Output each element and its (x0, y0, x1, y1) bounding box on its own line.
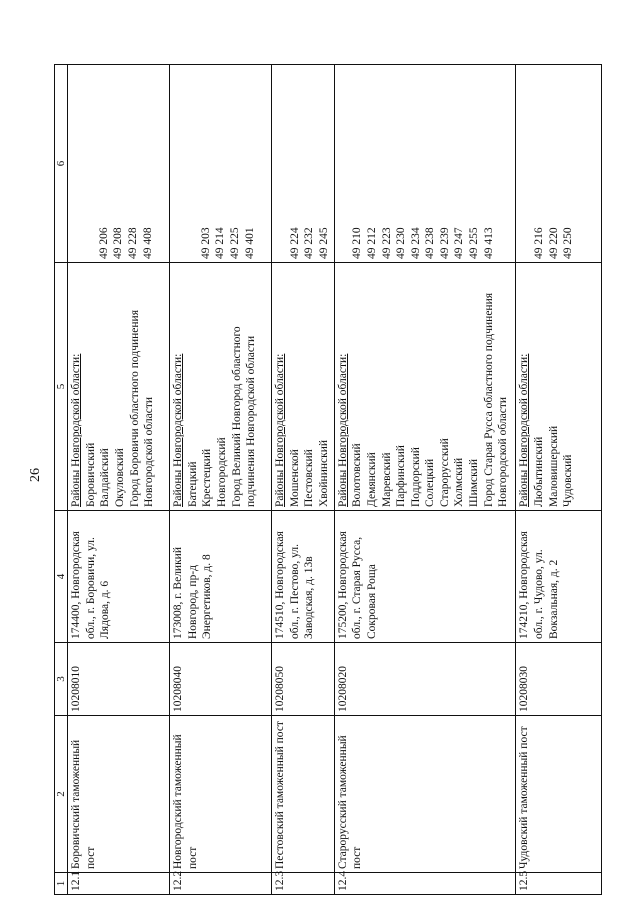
page-number: 26 (28, 468, 43, 482)
table-row (516, 65, 602, 895)
district-name: Маловишерский (547, 425, 560, 507)
districts-header: Районы Новгородской области: (172, 353, 185, 507)
okato-code: 49 203 (199, 227, 212, 259)
district-name: Город Старая Русса областного подчинения Новгородской области (482, 292, 510, 507)
district-name: Пестовский (303, 449, 316, 507)
district-name: Маревский (380, 452, 393, 507)
districts-header: Районы Новгородской области: (336, 353, 349, 507)
district-name: Парфинский (395, 445, 408, 507)
okato-code: 49 255 (468, 227, 481, 259)
customs-posts-table (54, 64, 602, 895)
post-address: 175200, Новгородская обл., г. Старая Русса, Сокровая Роща (334, 511, 516, 643)
post-code: 10208030 (516, 643, 602, 716)
okato-code: 49 234 (409, 227, 422, 259)
okato-code: 49 216 (532, 227, 545, 259)
okato-code: 49 206 (97, 227, 110, 259)
district-name: Новгородский (215, 437, 228, 507)
okato-code: 49 208 (112, 227, 125, 259)
table-row (334, 65, 516, 895)
okato-code: 49 245 (317, 227, 330, 259)
post-address: 174400, Новгородская обл., г. Боровичи, ул. Лядова, д. 6 (68, 511, 170, 643)
okato-code: 49 232 (303, 227, 316, 259)
post-name: Боровичский таможенный пост (68, 716, 170, 873)
table-row (272, 65, 335, 895)
districts-cell (68, 263, 170, 511)
column-number: 5 (55, 263, 68, 511)
districts-header: Районы Новгородской области: (70, 353, 83, 507)
codes-spacer (517, 68, 532, 259)
districts-cell (516, 263, 602, 511)
okato-code: 49 224 (288, 227, 301, 259)
okato-code: 49 212 (365, 227, 378, 259)
row-number: 12.2 (170, 873, 272, 895)
post-name: Пестовский таможенный пост (272, 716, 335, 873)
districts-header: Районы Новгородской области: (518, 353, 531, 507)
post-address: 174210, Новгородская обл., г. Чудово, ул. Вокзальная, д. 2 (516, 511, 602, 643)
district-name: Хвойнинский (317, 439, 330, 507)
district-name: Город Великий Новгород областного подчинения Новгородской области (230, 326, 258, 507)
row-number: 12.5 (516, 873, 602, 895)
okato-code: 49 250 (562, 227, 575, 259)
district-name: Город Боровичи областного подчинения Новгородской области (128, 310, 156, 507)
okato-code: 49 239 (438, 227, 451, 259)
row-number: 12.4 (334, 873, 516, 895)
district-name: Холмский (453, 457, 466, 507)
post-code: 10208050 (272, 643, 335, 716)
okato-code: 49 230 (395, 227, 408, 259)
districts-cell (272, 263, 335, 511)
okato-codes-cell (272, 65, 335, 263)
district-name: Боровичский (84, 442, 97, 507)
districts-cell (170, 263, 272, 511)
post-code: 10208020 (334, 643, 516, 716)
district-name: Поддорский (409, 447, 422, 507)
okato-codes-cell (170, 65, 272, 263)
column-number: 4 (55, 511, 68, 643)
district-name: Окуловский (114, 448, 127, 507)
district-name: Демянский (365, 452, 378, 507)
okato-code: 49 220 (547, 227, 560, 259)
okato-code: 49 238 (424, 227, 437, 259)
okato-codes-cell (334, 65, 516, 263)
post-address: 173008, г. Великий Новгород, пр-д Энергетиков, д. 8 (170, 511, 272, 643)
post-address: 174510, Новгородская обл., г. Пестово, ул. Заводская, д. 13в (272, 511, 335, 643)
okato-code: 49 225 (228, 227, 241, 259)
post-code: 10208040 (170, 643, 272, 716)
district-name: Мошенской (288, 449, 301, 507)
row-number: 12.3 (272, 873, 335, 895)
district-name: Шимский (468, 458, 481, 507)
column-number: 3 (55, 643, 68, 716)
row-number: 12.1 (68, 873, 170, 895)
post-name: Старорусский таможенный пост (334, 716, 516, 873)
district-name: Солецкий (424, 458, 437, 507)
district-name: Старорусский (438, 438, 451, 507)
okato-code: 49 228 (127, 227, 140, 259)
column-number: 2 (55, 716, 68, 873)
district-name: Крестецкий (201, 448, 214, 507)
codes-spacer (273, 68, 288, 259)
district-name: Валдайский (99, 448, 112, 507)
district-name: Батецкий (186, 461, 199, 507)
okato-codes-cell (516, 65, 602, 263)
okato-code: 49 401 (243, 227, 256, 259)
okato-code: 49 210 (351, 227, 364, 259)
okato-code: 49 408 (141, 227, 154, 259)
district-name: Чудовский (562, 454, 575, 507)
table-row (170, 65, 272, 895)
codes-spacer (336, 68, 351, 259)
customs-table-container (54, 65, 602, 895)
post-code: 10208010 (68, 643, 170, 716)
district-name: Волотовский (351, 443, 364, 507)
post-name: Новгородский таможенный пост (170, 716, 272, 873)
okato-code: 49 223 (380, 227, 393, 259)
okato-code: 49 214 (214, 227, 227, 259)
column-number-row (55, 65, 68, 895)
codes-spacer (82, 68, 97, 259)
district-name: Любытинский (532, 436, 545, 507)
okato-code: 49 413 (482, 227, 495, 259)
post-name: Чудовский таможенный пост (516, 716, 602, 873)
table-row (68, 65, 170, 895)
districts-header: Районы Новгородской области: (274, 353, 287, 507)
codes-spacer (184, 68, 199, 259)
okato-code: 49 247 (453, 227, 466, 259)
column-number: 6 (55, 65, 68, 263)
okato-codes-cell (68, 65, 170, 263)
column-number: 1 (55, 873, 68, 895)
districts-cell (334, 263, 516, 511)
